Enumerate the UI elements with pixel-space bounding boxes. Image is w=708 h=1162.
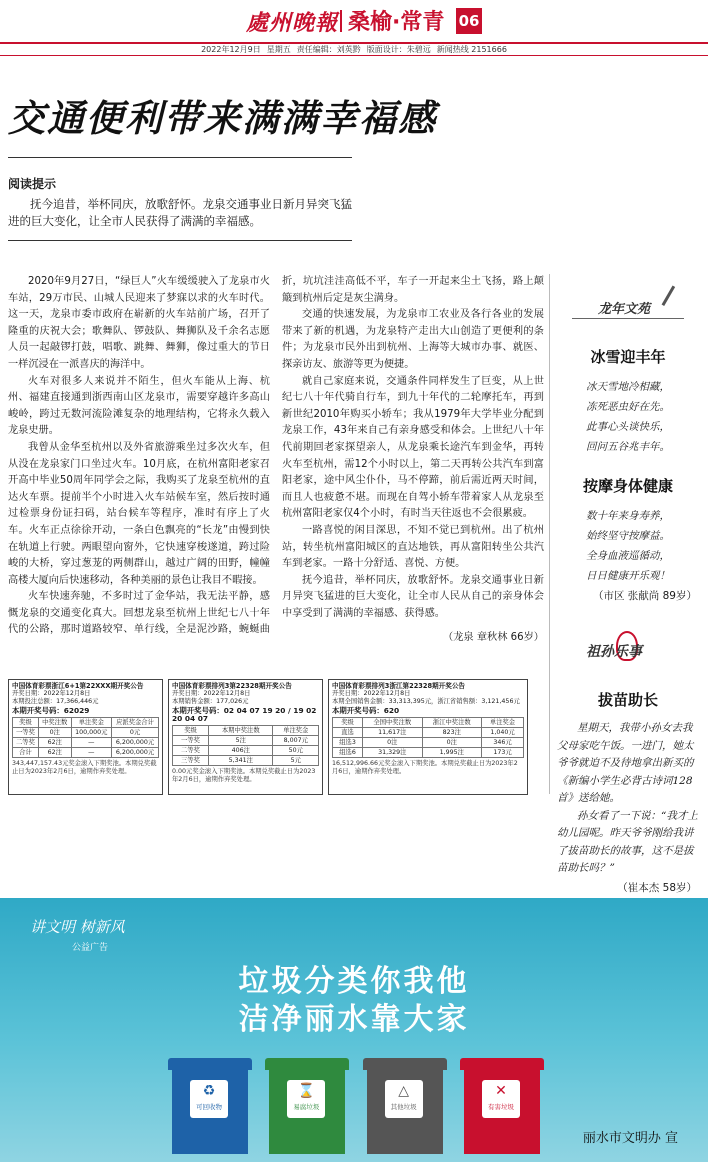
lottery-draw: 本期开奖号码：02 04 07 19 20 / 19 02 20 04 07 xyxy=(172,706,317,723)
editor-credit: 责任编辑：刘英黔 xyxy=(296,45,361,54)
article-paragraph: 2020年9月27日，“绿巨人”火车缓缓驶入了龙泉市火车站，29万市民、山城人民迎来了梦寐以求的火车时代。这一天，龙泉市委市政府在崭新的火车站前广场，召开了隆重的庆祝大会；歌舞队、锣鼓队、舞狮队及千余名志愿人员一起敲锣打鼓，唱歌、跳舞、舞狮，像过重大的节日一样沉浸在一派喜庆的海洋中。 xyxy=(8,276,270,370)
table-header: 奖级 xyxy=(333,718,363,728)
table-cell: 8,007元 xyxy=(273,736,319,746)
article-paragraph: 火车对很多人来说并不陌生，但火车能从上海、杭州、福建直接通到浙西南山区龙泉市，需要穿越许多高山峻岭，跨过无数河流险滩复杂的地理结构，它将永久载入龙泉史册。 xyxy=(8,375,270,437)
other-waste-icon: △ xyxy=(398,1083,410,1099)
lottery-footnote: 16,512,996.66元奖金滚入下期奖池。本期兑奖截止日为2023年2月6日，逾期作弃奖处理。 xyxy=(332,760,518,775)
table-cell: 346元 xyxy=(482,738,524,748)
bin-lid xyxy=(168,1058,252,1070)
bin-lid xyxy=(460,1058,544,1070)
table-row xyxy=(13,748,159,758)
lottery-title: 中国体育彩票排列3浙江第22328期开奖公告 xyxy=(332,682,466,690)
issue-date: 2022年12月9日 xyxy=(201,45,261,54)
lottery-table xyxy=(332,717,524,758)
ad-label: 公益广告 xyxy=(72,943,109,953)
lottery-info: 开奖日期：2022年12月8日 xyxy=(172,690,251,697)
table-cell: 5,341注 xyxy=(209,756,273,766)
lottery-draw: 本期开奖号码：62029 xyxy=(12,706,90,715)
lottery-title: 中国体育彩票排列3第22328期开奖公告 xyxy=(172,682,292,690)
table-header: 奖级 xyxy=(13,718,39,728)
table-header: 单注奖金 xyxy=(482,718,524,728)
story-paragraph: 孙女看了一下说：“我才上幼儿园呢。昨天爷爷刚给我讲了拔苗助长的故事，这不是拔苗助长吗？” xyxy=(557,809,698,874)
poem xyxy=(553,506,703,586)
poem-line: 回问五谷兆丰年。 xyxy=(586,441,670,453)
lottery-footnote: 0.00元奖金滚入下期奖池。本期兑奖截止日为2023年2月6日，逾期作弃奖处理。 xyxy=(172,768,316,783)
poem-line: 日日健康开乐观！ xyxy=(586,570,670,582)
lead-top-rule xyxy=(8,157,352,158)
table-header-row xyxy=(333,718,524,728)
article-paragraph: 交通的快速发展，为龙泉市工农业及各行各业的发展带来了新的机遇，为龙泉特产走出大山创造了更便利的条件；为龙泉市民外出到杭州、上海等大城市办事、就医、探亲访友、旅游等更为便捷。 xyxy=(282,309,544,370)
bin-label-text: 有害垃圾 xyxy=(487,1103,514,1111)
table-row xyxy=(333,728,524,738)
issue-weekday: 星期五 xyxy=(266,45,291,54)
table-header-row xyxy=(173,726,319,736)
table-cell: 组选6 xyxy=(333,748,363,758)
poem-line: 始终坚守按摩益。 xyxy=(586,530,670,542)
bin-label xyxy=(385,1080,423,1118)
article-paragraph: 一路喜悦的闲目深思，不知不觉已到杭州。出了杭州站，转坐杭州富阳城区的直达地铁，再从富阳转坐公共汽车到老家。一路十分舒适、喜悦、方便。 xyxy=(282,524,544,570)
bin-label xyxy=(287,1080,325,1118)
poem-line: 全身血液巡循动， xyxy=(586,550,670,562)
table-header: 中奖注数 xyxy=(38,718,71,728)
sidebar xyxy=(553,278,703,895)
table-header: 浙江中奖注数 xyxy=(422,718,481,728)
table-row xyxy=(173,736,319,746)
column-name: 祖孙乐事 xyxy=(586,644,642,660)
poem-line: 数十年来身寿养， xyxy=(586,510,670,522)
table-cell: 5元 xyxy=(273,756,319,766)
section-name: 桑榆·常青 xyxy=(348,10,445,35)
logo-underline xyxy=(572,318,684,319)
table-cell: 406注 xyxy=(209,746,273,756)
table-cell: 6,200,000元 xyxy=(112,738,159,748)
table-cell: 1,040元 xyxy=(482,728,524,738)
ad-headline: 垃圾分类你我他 xyxy=(238,964,470,999)
ad-headline: 洁净丽水靠大家 xyxy=(238,1002,470,1037)
column-divider xyxy=(549,274,550,794)
article-paragraph: 我曾从金华至杭州以及外省旅游乘坐过多次火车，但从没在龙泉家门口坐过火车。10月底，在杭州富阳老家召开高中毕业50周年同学会之际，我购买了龙泉至杭州的直达火车票。提前半个小时进入火车站候车室，然后按时通过检票身份证扫码，站台候车等程序，准时有序上了火车。火车正点徐徐开动，一条白色飘亮的“长龙”由慢到快在轨道上行驶。两眼望向窗外，它快速穿梭遂道，跨过险峻的大桥，穿过葱茏的两侧群山，越过广阔的田野，幢幢高楼大厦向后快速移动，各种美丽的景色让我目不暇接。 xyxy=(8,441,270,586)
column-logo xyxy=(568,627,688,671)
table-row xyxy=(333,748,524,758)
table-cell: 62注 xyxy=(38,738,71,748)
masthead-divider xyxy=(340,10,342,32)
table-cell: 组选3 xyxy=(333,738,363,748)
table-cell: 1,995注 xyxy=(422,748,481,758)
table-row xyxy=(333,738,524,748)
table-row xyxy=(173,746,319,756)
story-title: 拔苗助长 xyxy=(597,691,658,709)
table-cell: 0注 xyxy=(363,738,422,748)
table-cell: 0注 xyxy=(38,728,71,738)
bin-label xyxy=(482,1080,520,1118)
lottery-info: 本期投注总额：17,366,446元 xyxy=(12,698,99,705)
bin-lid xyxy=(363,1058,447,1070)
table-cell: 31,329注 xyxy=(363,748,422,758)
bin-label-text: 可回收物 xyxy=(196,1103,222,1111)
table-cell: 6,200,000元 xyxy=(112,748,159,758)
news-hotline: 新闻热线 2151666 xyxy=(436,45,507,54)
public-service-ad xyxy=(0,898,708,1162)
masthead xyxy=(0,0,708,40)
lead-title: 阅读提示 xyxy=(8,177,57,191)
other-waste-bin xyxy=(363,1058,447,1154)
lottery-table xyxy=(12,717,159,758)
table-cell: 5注 xyxy=(209,736,273,746)
table-cell: 823注 xyxy=(422,728,481,738)
lottery-info: 开奖日期：2022年12月8日 xyxy=(12,690,91,697)
article-paragraph: 抚今追昔，举杯同庆，放歌舒怀。龙泉交通事业日新月异突飞猛进的巨大变化，让全市人民从自己的亲身体会中享受到了满满的幸福感、获得感。 xyxy=(282,574,544,619)
table-header: 本期中奖注数 xyxy=(209,726,273,736)
table-cell: — xyxy=(71,748,111,758)
table-cell: 0注 xyxy=(422,738,481,748)
table-header: 全国中奖注数 xyxy=(363,718,422,728)
table-cell: 62注 xyxy=(38,748,71,758)
lead-bottom-rule xyxy=(8,240,352,241)
lottery-notice xyxy=(328,679,528,795)
table-row xyxy=(173,756,319,766)
story-signature: （崔本杰 58岁） xyxy=(617,881,697,894)
table-cell: 二等奖 xyxy=(173,746,209,756)
food-waste-bin xyxy=(265,1058,349,1154)
column-name: 龙年文苑 xyxy=(598,302,651,317)
food-waste-icon: ⌛ xyxy=(297,1083,316,1099)
table-cell: 三等奖 xyxy=(173,756,209,766)
page-number: 06 xyxy=(456,8,482,34)
column-logo xyxy=(568,286,688,328)
poem-line: 冰天雪地冷相藏， xyxy=(586,381,670,393)
table-header: 奖级 xyxy=(173,726,209,736)
ad-slogan: 讲文明 树新风 xyxy=(30,918,125,936)
lottery-info: 本期全国销售金额：33,313,395元，浙江省销售额：3,121,456元 xyxy=(332,698,520,705)
trash-bins xyxy=(168,1058,544,1154)
brush-icon xyxy=(662,285,687,312)
table-cell: 11,617注 xyxy=(363,728,422,738)
poem-title: 冰雪迎丰年 xyxy=(590,348,666,366)
poem-signature: （市区 张献尚 89岁） xyxy=(592,590,697,602)
recyclable-bin xyxy=(168,1058,252,1154)
lottery-notice xyxy=(168,679,323,795)
article-signature: （龙泉 章秋林 66岁） xyxy=(443,632,544,644)
table-cell: 100,000元 xyxy=(71,728,111,738)
article-paragraph: 火车快速奔驰，不多时过了金华站，我无法平静，感慨龙泉的交通变化真大。回想龙泉至杭州上世纪七八十年代的公路，那时道路较窄、单行线，全是泥沙路，蜿蜒曲折，坑坑洼洼高低不平，车子一开起来尘土飞扬，路上颠簸到杭州后定是灰尘满身。 xyxy=(8,276,544,636)
lottery-notice xyxy=(8,679,163,795)
table-cell: 一等奖 xyxy=(13,728,39,738)
table-header-row xyxy=(13,718,159,728)
bin-lid xyxy=(265,1058,349,1070)
article-paragraph: 就自己家庭来说，交通条件同样发生了巨变，从上世纪七八十年代骑自行车，到九十年代的二轮摩托车，再到新世纪2010年购买小轿车；我从1979年大学毕业分配到龙泉工作，43年来自己有亲身感受和体会。上世纪八十年代前期回老家探望亲人，从龙泉乘长途汽车到金华，再转火车至杭州，需12个小时以上，第二天再转公共汽车到富阳老家，途中风尘仆仆，马不停蹄，前后需近两天时间，而且人也疲惫不堪。而现在自驾小轿车带着家人从龙泉至杭州富阳老家仅4个小时，有时当天往返也不会很累疲。 xyxy=(282,375,544,520)
table-cell: 一等奖 xyxy=(173,736,209,746)
lottery-info: 开奖日期：2022年12月8日 xyxy=(332,690,411,697)
table-header: 单注奖金 xyxy=(273,726,319,736)
design-credit: 版面设计：朱碧远 xyxy=(366,45,431,54)
lottery-draw: 本期开奖号码：620 xyxy=(332,706,400,715)
recycle-icon: ♻ xyxy=(202,1083,216,1099)
hazardous-bin xyxy=(460,1058,544,1154)
table-cell: 合计 xyxy=(13,748,39,758)
table-header: 单注奖金 xyxy=(71,718,111,728)
table-cell: 二等奖 xyxy=(13,738,39,748)
lottery-table xyxy=(172,725,319,766)
lottery-info: 本期销售金额：177,026元 xyxy=(172,698,249,705)
table-row xyxy=(13,728,159,738)
poem-line: 冻死恶虫好在先。 xyxy=(586,401,670,413)
bin-label-text: 易腐垃圾 xyxy=(293,1103,320,1111)
table-cell: 直选 xyxy=(333,728,363,738)
table-cell: — xyxy=(71,738,111,748)
table-cell: 173元 xyxy=(482,748,524,758)
article-body xyxy=(8,274,544,672)
newspaper-name: 處州晚報 xyxy=(246,10,339,36)
bin-label-text: 其他垃圾 xyxy=(390,1103,417,1111)
table-cell: 50元 xyxy=(273,746,319,756)
poem xyxy=(553,377,703,457)
table-row xyxy=(13,738,159,748)
hazardous-icon: ✕ xyxy=(495,1083,507,1099)
poem-title: 按摩身体健康 xyxy=(582,477,673,495)
lead-text: 抚今追昔，举杯同庆，放歌舒怀。龙泉交通事业日新月异突飞猛进的巨大变化，让全市人民获得了满满的幸福感。 xyxy=(8,197,352,228)
poem-line: 此事心头谈快乐， xyxy=(586,421,670,433)
table-header: 应派奖金合计 xyxy=(112,718,159,728)
lottery-footnote: 343,447,157.43元奖金滚入下期奖池。本期兑奖截止日为2023年2月6日，逾期作弃奖处理。 xyxy=(12,760,157,775)
bin-label xyxy=(190,1080,228,1118)
article-headline: 交通便利带来满满幸福感 xyxy=(8,96,437,140)
table-cell: 0元 xyxy=(112,728,159,738)
ad-sponsor: 丽水市文明办 宣 xyxy=(582,1131,678,1146)
info-bar xyxy=(0,42,708,56)
lottery-title: 中国体育彩票浙江6+1第22XXX期开奖公告 xyxy=(12,682,144,690)
story-paragraph: 星期天，我带小孙女去我父母家吃午饭。一进门，她太爷爷就迫不及待地拿出新买的《新编小学生必背古诗词128首》送给她。 xyxy=(557,722,694,804)
